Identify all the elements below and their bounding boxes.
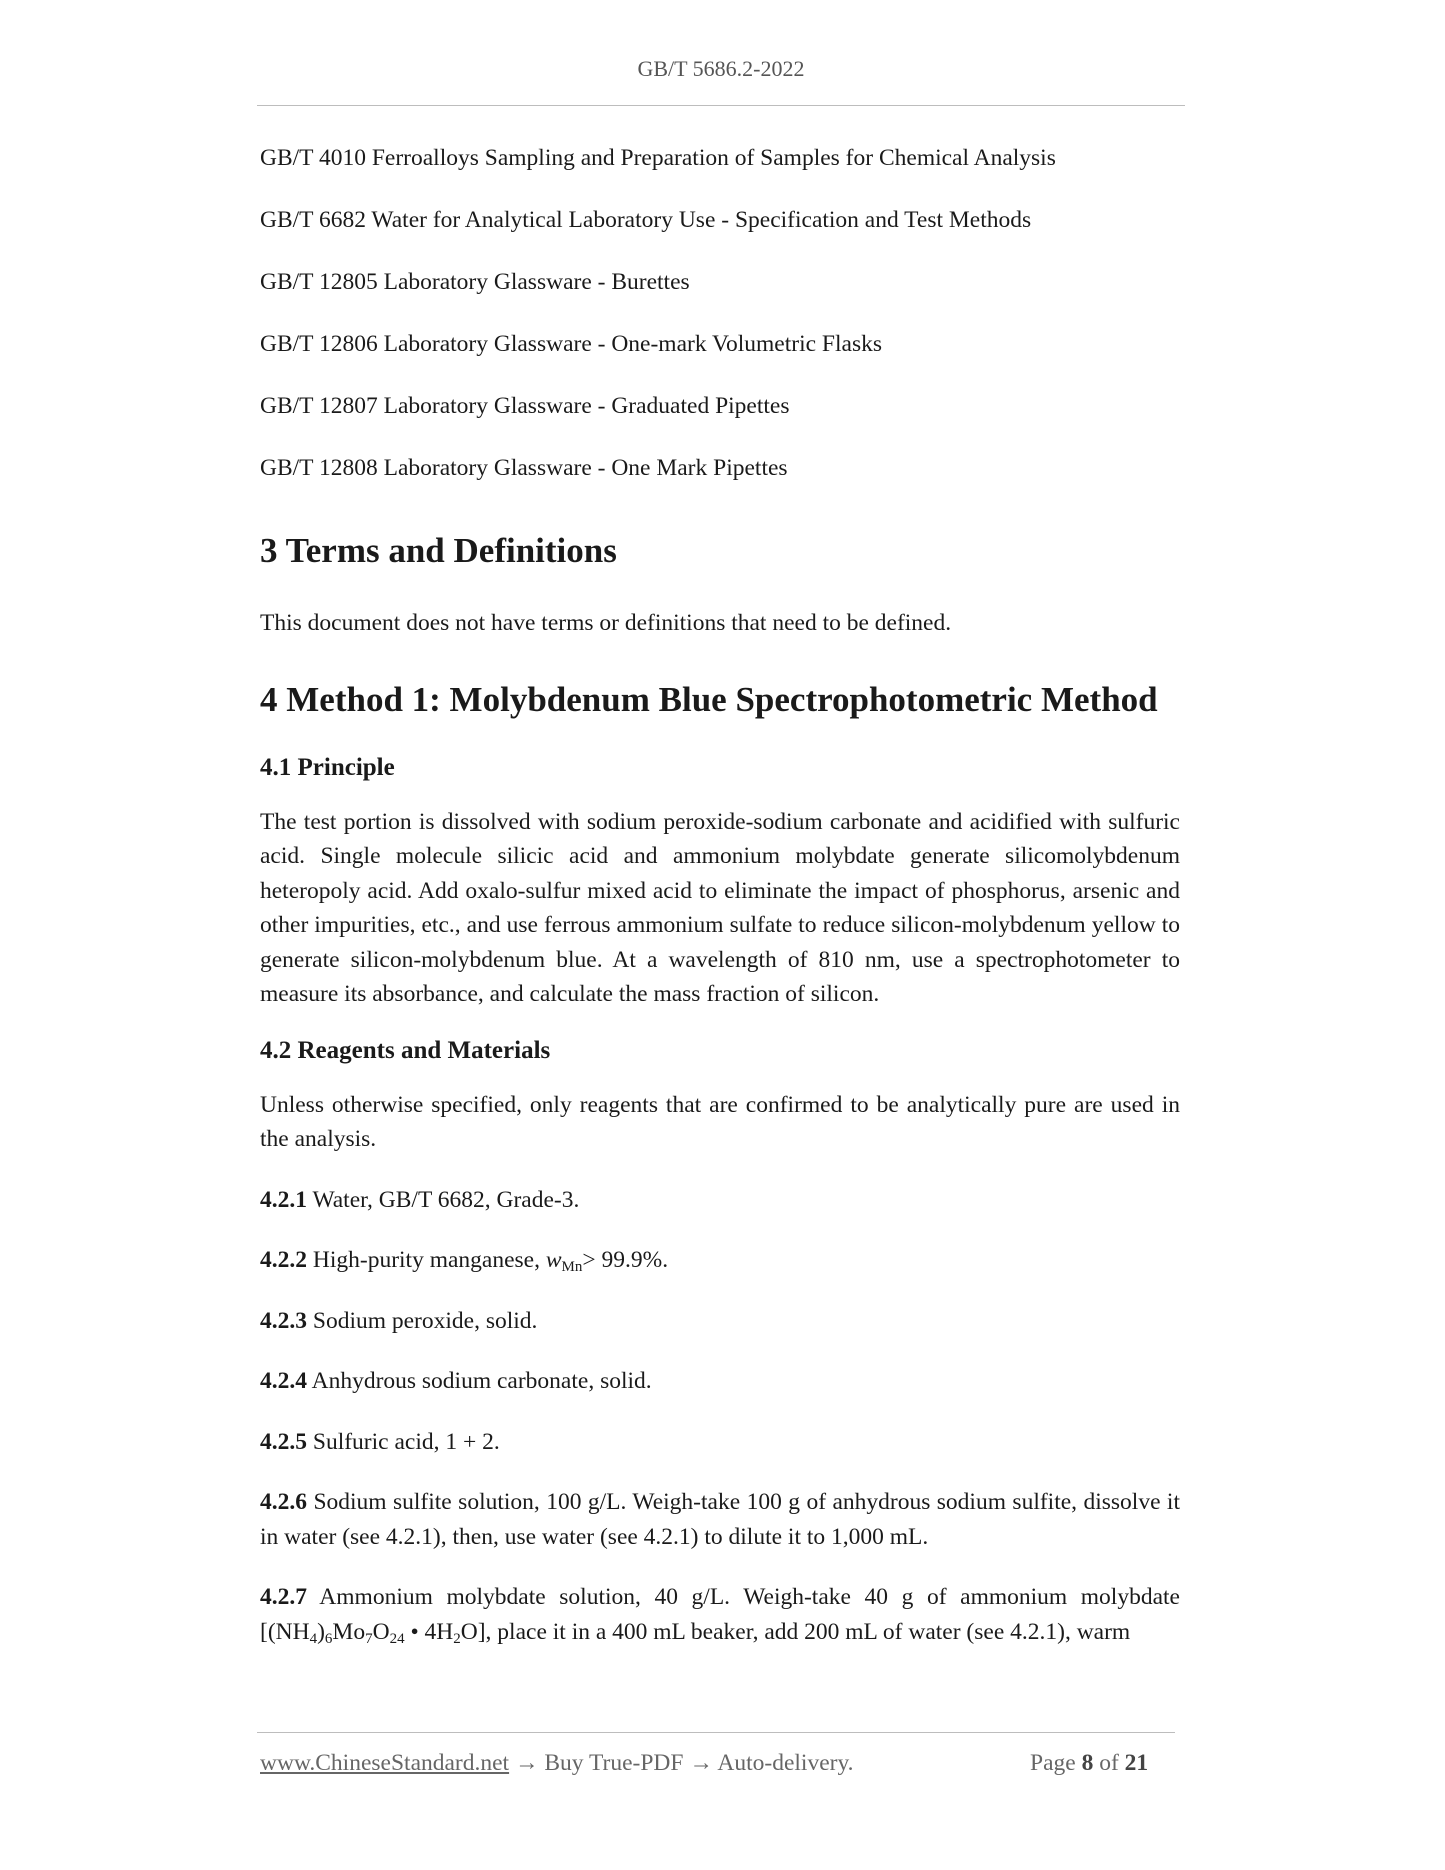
footer-divider xyxy=(257,1732,1175,1733)
header-divider xyxy=(257,105,1185,106)
section-4-2-heading: 4.2 Reagents and Materials xyxy=(260,1036,551,1064)
reference-item: GB/T 12805 Laboratory Glassware - Burettes xyxy=(260,269,690,295)
page-of-label: of xyxy=(1099,1750,1119,1776)
clause-number: 4.2.6 xyxy=(260,1489,307,1515)
clause-number: 4.2.1 xyxy=(260,1186,307,1213)
reference-item: GB/T 12807 Laboratory Glassware - Graduated Pipettes xyxy=(260,393,790,419)
website-link[interactable]: www.ChineseStandard.net xyxy=(260,1750,510,1776)
footer-promo xyxy=(260,1750,854,1777)
clause-4-2-7 xyxy=(260,1580,1180,1649)
clause-4-2-4 xyxy=(260,1364,1180,1399)
subscript: 2 xyxy=(453,1630,461,1647)
total-pages-number: 21 xyxy=(1124,1750,1149,1776)
section-3-heading: 3 Terms and Definitions xyxy=(260,531,617,570)
page-label: Page xyxy=(1030,1750,1076,1776)
footer-promo-text: → Buy True-PDF → Auto-delivery. xyxy=(509,1750,854,1776)
clause-text: High-purity manganese, xyxy=(312,1247,546,1273)
clause-4-2-6 xyxy=(260,1485,1180,1554)
clause-text: > 99.9%. xyxy=(582,1247,669,1273)
clause-text: O], place it in a 400 mL beaker, add 200 mL of water (see 4.2.1), warm xyxy=(460,1618,1131,1645)
clause-text: Sodium peroxide, solid. xyxy=(312,1307,538,1334)
subscript: 4 xyxy=(309,1630,318,1647)
clause-number: 4.2.3 xyxy=(260,1307,307,1334)
clause-text: Mo xyxy=(332,1618,366,1645)
section-4-heading: 4 Method 1: Molybdenum Blue Spectrophotometric Method xyxy=(260,679,1158,719)
clause-number: 4.2.4 xyxy=(260,1368,307,1394)
subscript: 24 xyxy=(389,1630,405,1647)
page-header-doc-id: GB/T 5686.2-2022 xyxy=(637,56,805,81)
clause-text: • 4H xyxy=(404,1618,454,1645)
current-page-number: 8 xyxy=(1081,1750,1094,1776)
subscript: 6 xyxy=(324,1630,333,1647)
clause-4-2-3 xyxy=(260,1304,1180,1339)
subscript: Mn xyxy=(561,1259,583,1275)
clause-text: ) xyxy=(317,1618,325,1645)
clause-number: 4.2.2 xyxy=(260,1247,307,1273)
clause-text: Sulfuric acid, 1 + 2. xyxy=(312,1428,500,1455)
mass-fraction-symbol: w xyxy=(545,1247,562,1273)
clause-number: 4.2.5 xyxy=(260,1428,307,1455)
reference-item: GB/T 12808 Laboratory Glassware - One Mark Pipettes xyxy=(260,455,788,481)
reference-item: GB/T 12806 Laboratory Glassware - One-mark Volumetric Flasks xyxy=(260,331,882,357)
clause-text: O xyxy=(372,1618,390,1645)
clause-number: 4.2.7 xyxy=(260,1584,307,1610)
clause-4-2-2 xyxy=(260,1243,1180,1278)
clause-text: Anhydrous sodium carbonate, solid. xyxy=(311,1368,652,1394)
reference-item: GB/T 6682 Water for Analytical Laboratory Use - Specification and Test Methods xyxy=(260,207,1032,233)
section-4-2-intro: Unless otherwise specified, only reagents that are confirmed to be analytically pure are used in the analysis. xyxy=(260,1091,1180,1152)
page-indicator xyxy=(1030,1750,1148,1777)
subscript: 7 xyxy=(365,1630,373,1647)
section-4-1-heading: 4.1 Principle xyxy=(260,753,395,781)
clause-text: Ammonium molybdate solution, 40 g/L. Weigh-take 40 g of ammonium molybdate [(NH xyxy=(260,1584,1180,1645)
clause-4-2-1 xyxy=(260,1183,1180,1218)
page-content xyxy=(260,144,1180,1649)
section-3-text: This document does not have terms or definitions that need to be defined. xyxy=(260,610,952,636)
reference-item: GB/T 4010 Ferroalloys Sampling and Preparation of Samples for Chemical Analysis xyxy=(260,145,1056,171)
clause-text: Sodium sulfite solution, 100 g/L. Weigh-take 100 g of anhydrous sodium sulfite, dissolve it in water (see 4.2.1), then, use water (see 4.2.1) to dilute it to 1,000 mL. xyxy=(260,1489,1180,1550)
clause-4-2-5 xyxy=(260,1425,1180,1460)
section-4-1-text: The test portion is dissolved with sodium peroxide-sodium carbonate and acidified with sulfuric acid. Single molecule silicic acid and ammonium molybdate generate silicomolybdenum heteropoly acid. Add oxalo-sulfur mixed acid to eliminate the impact of phosphorus, arsenic and other impurities, etc., and use ferrous ammonium sulfate to reduce silicon-molybdenum yellow to generate silicon-molybdenum blue. At a wavelength of 810 nm, use a spectrophotometer to measure its absorbance, and calculate the mass fraction of silicon. xyxy=(260,808,1180,1007)
clause-text: Water, GB/T 6682, Grade-3. xyxy=(312,1186,580,1213)
